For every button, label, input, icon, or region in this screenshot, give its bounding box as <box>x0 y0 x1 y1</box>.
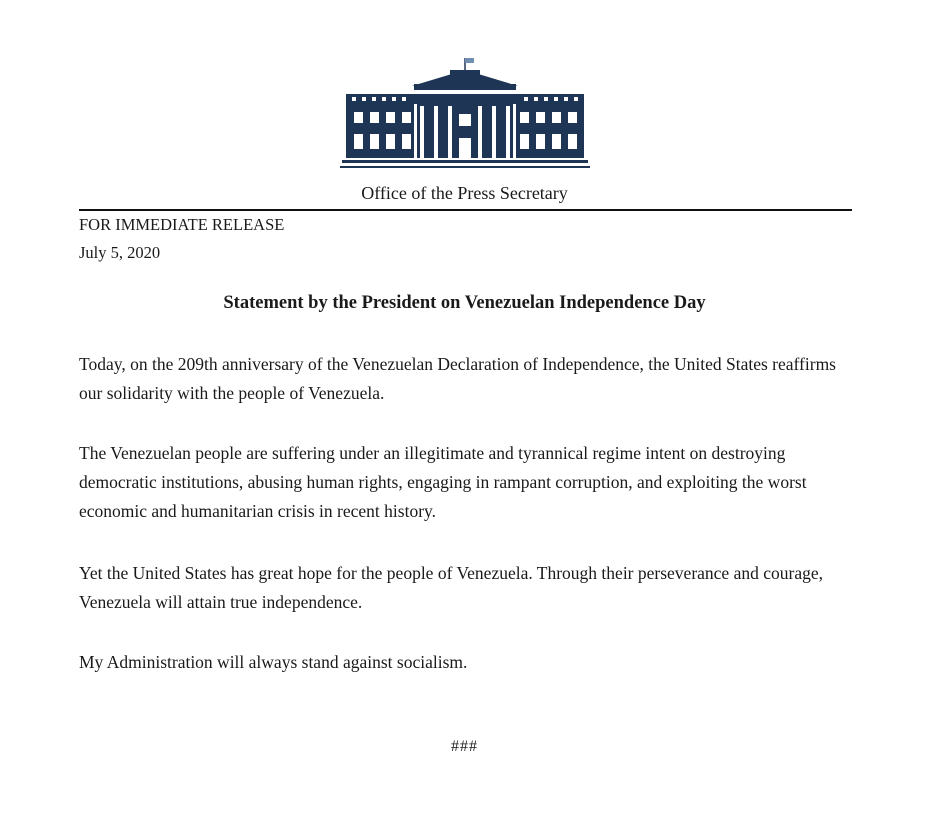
paragraph-1: Today, on the 209th anniversary of the Venezuelan Declaration of Independence, the United States reaffirms our solidarity with the people of Venezuela. <box>79 354 836 403</box>
paragraph-2: The Venezuelan people are suffering under an illegitimate and tyrannical regime intent on destroying democratic institutions, abusing human rights, engaging in rampant corruption, and exploiting the worst economic and humanitarian crisis in recent history. <box>79 443 807 521</box>
paragraph-3: Yet the United States has great hope for the people of Venezuela. Through their perseverance and courage, Venezuela will attain true independence. <box>79 563 823 612</box>
office-name: Office of the Press Secretary <box>361 183 568 203</box>
end-mark: ### <box>451 738 478 755</box>
paragraph-4: My Administration will always stand against socialism. <box>79 652 468 672</box>
release-label: FOR IMMEDIATE RELEASE <box>79 215 285 234</box>
header-divider <box>79 209 852 211</box>
release-date: July 5, 2020 <box>79 243 161 262</box>
statement-title: Statement by the President on Venezuelan Independence Day <box>223 293 706 313</box>
white-house-icon <box>340 56 590 176</box>
